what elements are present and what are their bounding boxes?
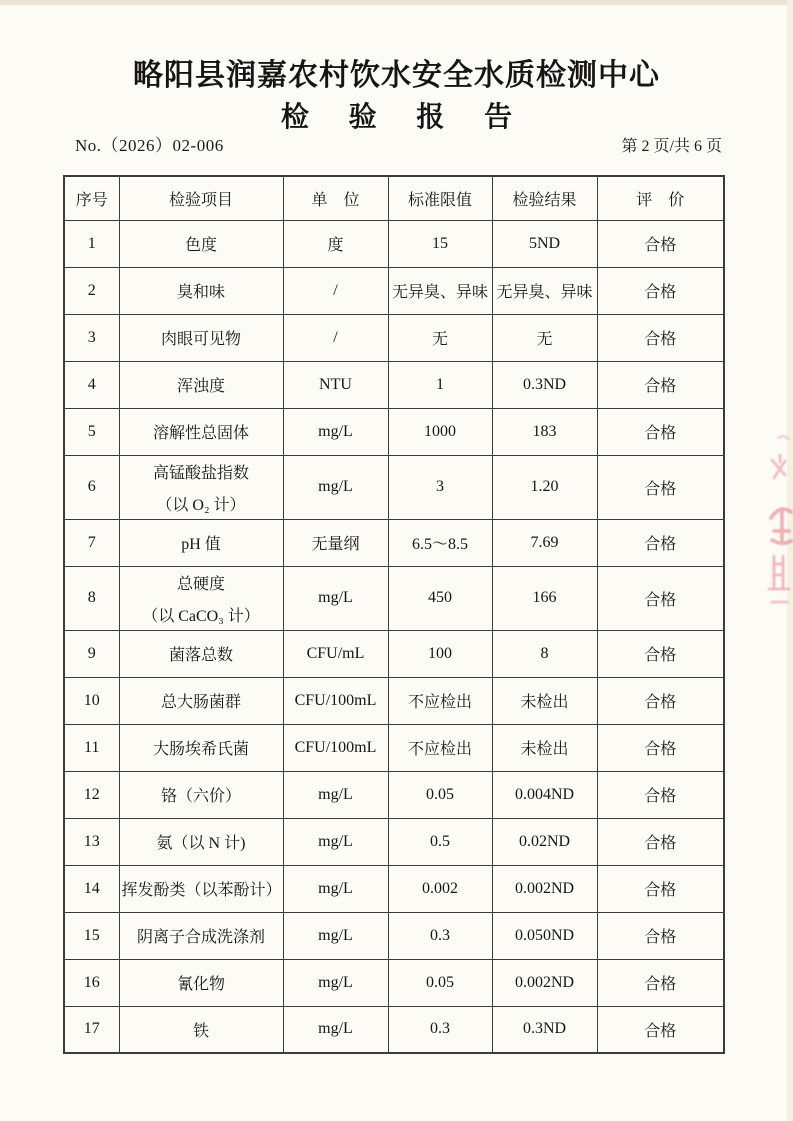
cell-evaluation: 合格 xyxy=(597,519,724,566)
cell-result: 0.002ND xyxy=(492,865,597,912)
cell-limit: 15 xyxy=(388,220,492,267)
cell-result: 0.3ND xyxy=(492,1006,597,1053)
cell-unit: CFU/100mL xyxy=(283,677,388,724)
cell-result: 0.004ND xyxy=(492,771,597,818)
cell-result: 0.3ND xyxy=(492,361,597,408)
cell-result: 0.002ND xyxy=(492,959,597,1006)
header-no: 序号 xyxy=(64,176,119,220)
cell-result: 7.69 xyxy=(492,519,597,566)
cell-evaluation: 合格 xyxy=(597,724,724,771)
cell-unit: mg/L xyxy=(283,818,388,865)
cell-item: 总大肠菌群 xyxy=(119,677,283,724)
cell-evaluation: 合格 xyxy=(597,267,724,314)
cell-limit: 6.5～8.5 xyxy=(388,519,492,566)
cell-no: 9 xyxy=(64,630,119,677)
cell-evaluation: 合格 xyxy=(597,630,724,677)
results-table xyxy=(63,175,725,1054)
cell-limit: 0.5 xyxy=(388,818,492,865)
table-row xyxy=(64,314,724,361)
cell-unit: mg/L xyxy=(283,865,388,912)
cell-evaluation: 合格 xyxy=(597,220,724,267)
cell-no: 6 xyxy=(64,455,119,519)
cell-result: 0.050ND xyxy=(492,912,597,959)
header-row xyxy=(64,176,724,220)
page-number: 第 2 页/共 6 页 xyxy=(621,138,722,155)
cell-no: 10 xyxy=(64,677,119,724)
table-row xyxy=(64,455,724,519)
cell-unit: mg/L xyxy=(283,455,388,519)
cell-limit: 不应检出 xyxy=(388,677,492,724)
cell-unit: mg/L xyxy=(283,1006,388,1053)
cell-unit: mg/L xyxy=(283,771,388,818)
cell-result: 8 xyxy=(492,630,597,677)
cell-no: 7 xyxy=(64,519,119,566)
cell-evaluation: 合格 xyxy=(597,455,724,519)
cell-no: 13 xyxy=(64,818,119,865)
cell-result: 未检出 xyxy=(492,677,597,724)
cell-item: 铁 xyxy=(119,1006,283,1053)
cell-unit: mg/L xyxy=(283,959,388,1006)
cell-unit: / xyxy=(283,267,388,314)
table-row xyxy=(64,1006,724,1053)
cell-limit: 0.3 xyxy=(388,1006,492,1053)
cell-unit: 度 xyxy=(283,220,388,267)
cell-item: 色度 xyxy=(119,220,283,267)
cell-no: 8 xyxy=(64,566,119,630)
cell-evaluation: 合格 xyxy=(597,771,724,818)
cell-item: 高锰酸盐指数 （以 O₂ 计） xyxy=(119,455,283,519)
cell-limit: 0.002 xyxy=(388,865,492,912)
cell-unit: mg/L xyxy=(283,912,388,959)
header-result: 检验结果 xyxy=(492,176,597,220)
cell-no: 11 xyxy=(64,724,119,771)
table-row xyxy=(64,408,724,455)
cell-limit: 3 xyxy=(388,455,492,519)
cell-result: 1.20 xyxy=(492,455,597,519)
table-row xyxy=(64,724,724,771)
cell-evaluation: 合格 xyxy=(597,959,724,1006)
table-row xyxy=(64,519,724,566)
cell-result: 0.02ND xyxy=(492,818,597,865)
cell-evaluation: 合格 xyxy=(597,408,724,455)
cell-evaluation: 合格 xyxy=(597,1006,724,1053)
cell-item: 氨（以 N 计) xyxy=(119,818,283,865)
header-evaluation: 评 价 xyxy=(597,176,724,220)
cell-limit: 0.3 xyxy=(388,912,492,959)
cell-unit: mg/L xyxy=(283,408,388,455)
cell-no: 5 xyxy=(64,408,119,455)
scan-edge-right xyxy=(787,0,793,1121)
cell-unit: / xyxy=(283,314,388,361)
table-row xyxy=(64,566,724,630)
cell-item: pH 值 xyxy=(119,519,283,566)
cell-limit: 100 xyxy=(388,630,492,677)
cell-no: 4 xyxy=(64,361,119,408)
cell-item: 肉眼可见物 xyxy=(119,314,283,361)
cell-item: 铬（六价） xyxy=(119,771,283,818)
cell-limit: 无异臭、异味 xyxy=(388,267,492,314)
cell-evaluation: 合格 xyxy=(597,677,724,724)
page-title: 略阳县润嘉农村饮水安全水质检测中心 xyxy=(133,59,660,92)
table-row xyxy=(64,630,724,677)
cell-limit: 1 xyxy=(388,361,492,408)
cell-evaluation: 合格 xyxy=(597,865,724,912)
cell-unit: CFU/100mL xyxy=(283,724,388,771)
cell-result: 未检出 xyxy=(492,724,597,771)
cell-item: 臭和味 xyxy=(119,267,283,314)
cell-result: 无异臭、异味 xyxy=(492,267,597,314)
cell-item: 浑浊度 xyxy=(119,361,283,408)
table-row xyxy=(64,771,724,818)
cell-limit: 0.05 xyxy=(388,959,492,1006)
cell-unit: 无量纲 xyxy=(283,519,388,566)
cell-evaluation: 合格 xyxy=(597,818,724,865)
header-item: 检验项目 xyxy=(119,176,283,220)
cell-result: 无 xyxy=(492,314,597,361)
cell-item: 溶解性总固体 xyxy=(119,408,283,455)
cell-no: 2 xyxy=(64,267,119,314)
cell-no: 15 xyxy=(64,912,119,959)
cell-item: 菌落总数 xyxy=(119,630,283,677)
cell-limit: 450 xyxy=(388,566,492,630)
table-row xyxy=(64,959,724,1006)
results-table-header xyxy=(64,176,724,220)
cell-evaluation: 合格 xyxy=(597,361,724,408)
table-row xyxy=(64,912,724,959)
cell-item: 挥发酚类（以苯酚计） xyxy=(119,865,283,912)
cell-item: 阴离子合成洗涤剂 xyxy=(119,912,283,959)
cell-limit: 无 xyxy=(388,314,492,361)
cell-limit: 0.05 xyxy=(388,771,492,818)
cell-result: 166 xyxy=(492,566,597,630)
results-table-body xyxy=(64,220,724,1053)
table-row xyxy=(64,818,724,865)
cell-no: 16 xyxy=(64,959,119,1006)
cell-item: 氰化物 xyxy=(119,959,283,1006)
cell-evaluation: 合格 xyxy=(597,912,724,959)
table-row xyxy=(64,865,724,912)
cell-unit: mg/L xyxy=(283,566,388,630)
cell-no: 1 xyxy=(64,220,119,267)
cell-no: 12 xyxy=(64,771,119,818)
table-row xyxy=(64,361,724,408)
cell-no: 17 xyxy=(64,1006,119,1053)
table-row xyxy=(64,267,724,314)
cell-evaluation: 合格 xyxy=(597,566,724,630)
cell-result: 183 xyxy=(492,408,597,455)
page-subtitle: 检 验 报 告 xyxy=(280,101,529,132)
cell-limit: 不应检出 xyxy=(388,724,492,771)
table-row xyxy=(64,220,724,267)
cell-unit: CFU/mL xyxy=(283,630,388,677)
scan-edge-top xyxy=(0,0,793,5)
cell-result: 5ND xyxy=(492,220,597,267)
cell-unit: NTU xyxy=(283,361,388,408)
cell-item: 总硬度 （以 CaCO₃ 计） xyxy=(119,566,283,630)
report-number: No.（2026）02-006 xyxy=(75,136,224,155)
cell-item: 大肠埃希氏菌 xyxy=(119,724,283,771)
header-unit: 单 位 xyxy=(283,176,388,220)
cell-no: 3 xyxy=(64,314,119,361)
header-limit: 标准限值 xyxy=(388,176,492,220)
cell-no: 14 xyxy=(64,865,119,912)
cell-evaluation: 合格 xyxy=(597,314,724,361)
cell-limit: 1000 xyxy=(388,408,492,455)
table-row xyxy=(64,677,724,724)
